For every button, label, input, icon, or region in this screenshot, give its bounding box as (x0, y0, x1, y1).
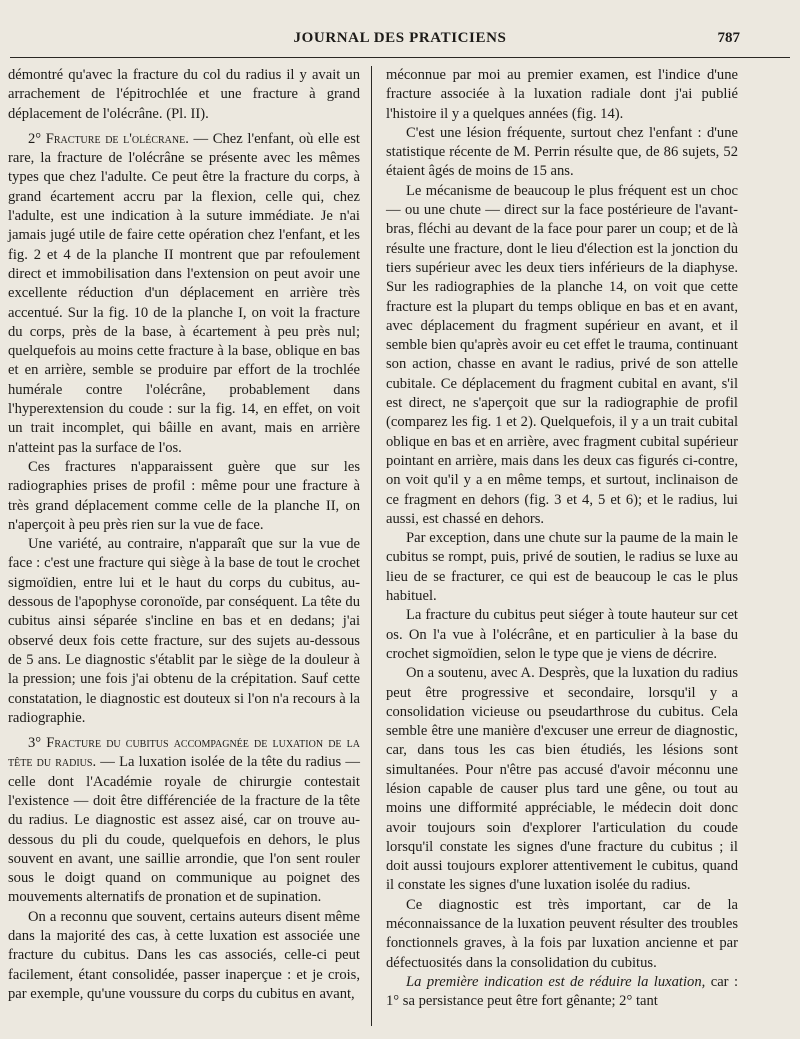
paragraph: Ces fractures n'apparaissent guère que sur les radiographies prises de profil : même pour une fracture à très grand déplacement comme celle de la planche II, on n'aperçoit à peu près rien sur la vue de face. (8, 458, 360, 533)
page-header (0, 22, 800, 52)
column-divider (371, 66, 372, 1026)
paragraph: C'est une lésion fréquente, surtout chez l'enfant : d'une statistique récente de M. Perrin résulte que, de 86 sujets, 52 étaient âgés de moins de 15 ans. (386, 124, 738, 180)
paragraph (8, 734, 360, 908)
paragraph-text: — La luxation isolée de la tête du radius — celle dont l'Académie royale de chirurgie contestait l'existence — doit être différenciée de la fracture de la tête du radius. Le diagnostic est assez aisé, car on trouve au-dessous du pli du coude, quelquefois en dehors, le plus souvent en avant, une saillie arrondie, que l'on sent rouler sous le doigt quand on communique au poignet des mouvements alternatifs de pronation et de supination. (8, 754, 360, 906)
page-number: 787 (717, 30, 740, 46)
paragraph: Par exception, dans une chute sur la paume de la main le cubitus se rompt, puis, privé de soutien, le radius se luxe au lieu de se fracturer, ce qui est de beaucoup le cas le plus habituel. (386, 530, 738, 605)
paragraph: On a reconnu que souvent, certains auteurs disent même dans la majorité des cas, à cette luxation est associée une fracture du cubitus. Dans les cas associés, celle-ci peut facilement, étant consolidée, passer inaperçue : et je crois, par exemple, qu'une voussure du corps du cubitus en avant, (8, 908, 360, 1002)
section-heading: 2° Fracture de l'olécrane. (28, 130, 189, 147)
paragraph: méconnue par moi au premier examen, est l'indice d'une fracture associée à la luxation radiale dont j'ai publié l'histoire il y a quelques années (fig. 14). (386, 67, 738, 122)
paragraph: Ce diagnostic est très important, car de la méconnaissance de la luxation peuvent résulter des troubles fonctionnels graves, à la fois par luxation ancienne et par défectuosités dans la consolidation du cubitus. (386, 896, 738, 971)
right-column (386, 66, 738, 1012)
paragraph: Le mécanisme de beaucoup le plus fréquent est un choc — ou une chute — direct sur la face postérieure de l'avant-bras, fléchi au devant de la face pour parer un coup; et de là résulte une fracture, dont le lieu d'élection est la jonction du tiers supérieur avec les deux tiers inférieurs de la diaphyse. Sur les radiographies de la planche 14, on voit que cette fracture est la plupart du temps oblique en bas et en avant, avec déplacement du fragment supérieur en avant, et il semble bien qu'après avoir eu cet effet le trauma, continuant son action, chasse en avant le radius, privé de son attelle cubitale. Ce déplacement du fragment cubital en avant, s'il est direct, ne s'aperçoit que sur la radiographie de profil (comparez les fig. 1 et 2). Quelquefois, il y a un trait cubital oblique en bas et en arrière, avec fragment cubital supérieur pointant en arrière, mais dans les deux cas figurés ci-contre, on voit qu'il y a en même temps, et surtout, inclinaison de ce fragment en dehors (fig. 3 et 4, 5 et 6); et le radius, lui aussi, est chassé en dehors. (386, 182, 738, 527)
italic-phrase: La première indication est de réduire la luxation, (406, 973, 706, 990)
paragraph-text: — Chez l'enfant, où elle est rare, la fracture de l'olécrâne se présente avec les mêmes types que chez l'adulte. Ce peut être la fracture du corps, à grand écartement accru par la flexion, celle qui, chez l'adulte, est une indication à la suture immédiate. Je n'ai jamais jugé utile de faire cette opération chez l'enfant, et les fig. 2 et 4 de la planche II montrent que par refoulement direct et immobilisation dans l'extension on peut avoir une excellente réduction d'un déplacement en arrière très accentué. Sur la fig. 10 de la planche I, on voit la fracture du corps, près de la base, à écartement à peu près nul; quelquefois au moins cette fracture à la base, oblique en bas et en arrière, semble se produire par effort de la trochlée humérale contre l'olécrâne, probablement dans l'hyperextension du coude : sur la fig. 14, en effet, on voit un trait incomplet, qui bâille en avant, mais en arrière n'atteint pas la surface de l'os. (8, 130, 360, 456)
paragraph (386, 973, 738, 1012)
header-rule (10, 57, 790, 58)
paragraph: La fracture du cubitus peut siéger à toute hauteur sur cet os. On l'a vue à l'olécrâne, et en particulier à la base du crochet sigmoïdien, selon le type que je viens de décrire. (386, 607, 738, 662)
paragraph: Une variété, au contraire, n'apparaît que sur la vue de face : c'est une fracture qui siège à la base de tout le crochet sigmoïdien, entre lui et le haut du corps du cubitus, au-dessous de l'apophyse coronoïde, par conséquent. La tête du cubitus ainsi séparée s'incline en bas et en dedans; j'ai observé deux fois cette fracture, sur des sujets au-dessous de 5 ans. Le diagnostic s'établit par le siège de la douleur à la pression; une fois j'ai obtenu de la crépitation. Sauf cette constatation, le diagnostic est douteux si l'on n'a recours à la radiographie. (8, 536, 360, 726)
left-column (8, 66, 360, 1004)
paragraph: On a soutenu, avec A. Desprès, que la luxation du radius peut être progressive et secondaire, lorsqu'il y a consolidation vicieuse ou pseudarthrose du cubitus. Cela semble être une manière d'excuser une erreur de diagnostic, car, dans tous les cas bien étudiés, les lésions sont simultanées. Pour n'être pas accusé d'avoir méconnu une lésion capable de causer plus tard une gêne, ou tout au moins une difformité appréciable, le médecin doit donc avoir toujours soin d'explorer l'articulation du coude lorsqu'il constate les signes d'une fracture du cubitus ; il doit aussi toujours explorer attentivement le cubitus, quand il constate les signes d'une luxation isolée du radius. (386, 665, 738, 894)
paragraph (8, 130, 360, 458)
paragraph-text: car : 1° sa persistance peut être fort gênante; 2° tant (386, 973, 738, 1010)
paragraph: démontré qu'avec la fracture du col du radius il y avait un arrachement de l'épitrochlée et une fracture à grand déplacement de l'olécrâne. (Pl. II). (8, 67, 360, 122)
journal-title: JOURNAL DES PRATICIENS (293, 30, 507, 46)
section-heading: 3° Fracture du cubitus accompagnée de luxation de la tête du radius. (8, 735, 360, 771)
